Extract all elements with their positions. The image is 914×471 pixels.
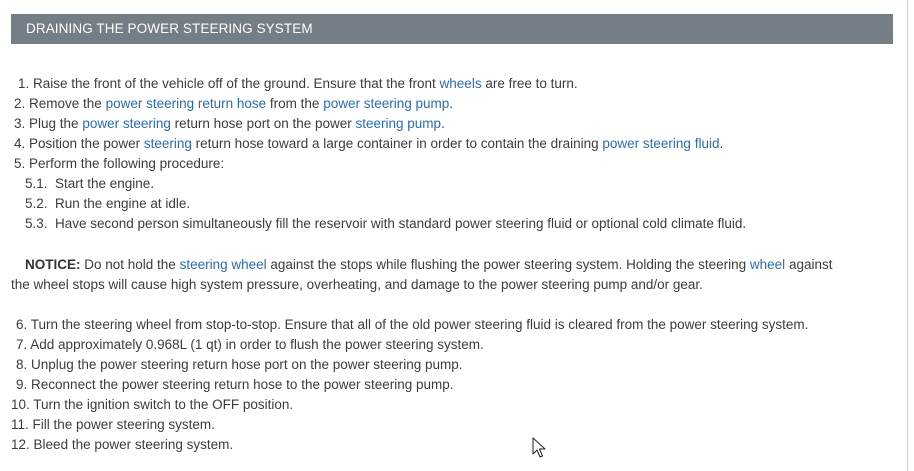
step-number: 5. xyxy=(14,156,26,171)
step-5 xyxy=(14,154,224,174)
link-wheel[interactable]: wheel xyxy=(749,257,786,272)
step-number: 2. xyxy=(14,96,26,111)
step-text: Turn the steering wheel from stop-to-stop. Ensure that all of the old power steering fluid is cleared from the power steering system. xyxy=(30,317,809,332)
section-header xyxy=(11,14,893,44)
step-number: 10. xyxy=(11,397,30,412)
mouse-pointer-icon xyxy=(532,437,546,459)
step-2 xyxy=(14,94,453,114)
step-text: Position the power xyxy=(29,136,144,151)
step-number: 1. xyxy=(18,76,30,91)
link-wheels[interactable]: wheels xyxy=(439,76,482,91)
notice-text: against xyxy=(785,257,833,272)
step-8 xyxy=(16,355,463,375)
step-text: return hose toward a large container in order to contain the draining xyxy=(191,136,603,151)
step-1 xyxy=(18,74,578,94)
step-3 xyxy=(14,114,445,134)
step-number: 6. xyxy=(16,317,28,332)
substep-5-3 xyxy=(25,214,746,234)
substep-5-2 xyxy=(25,194,190,214)
step-text: Perform the following procedure: xyxy=(29,156,225,171)
link-steering-pump[interactable]: steering pump xyxy=(355,116,442,131)
step-number: 9. xyxy=(16,377,28,392)
step-text: Plug the xyxy=(29,116,83,131)
step-9 xyxy=(16,375,454,395)
notice-text: Do not hold the xyxy=(80,257,180,272)
step-text: are free to turn. xyxy=(481,76,578,91)
step-number: 4. xyxy=(14,136,26,151)
step-text: from the xyxy=(266,96,324,111)
step-number: 12. xyxy=(11,437,30,452)
link-power-steering-return-hose[interactable]: power steering return hose xyxy=(105,96,267,111)
step-number: 7. xyxy=(16,337,28,352)
substep-number: 5.2. xyxy=(25,196,48,211)
step-text: Add approximately 0.968L (1 qt) in order to flush the power steering system. xyxy=(30,337,484,352)
section-title: DRAINING THE POWER STEERING SYSTEM xyxy=(26,21,313,36)
step-6 xyxy=(16,315,808,335)
step-text: Turn the ignition switch to the OFF position. xyxy=(33,397,294,412)
link-power-steering[interactable]: power steering xyxy=(82,116,171,131)
step-12 xyxy=(11,435,233,455)
step-7 xyxy=(16,335,484,355)
step-text: Raise the front of the vehicle off of the ground. Ensure that the front xyxy=(33,76,440,91)
step-text: . xyxy=(441,116,445,131)
link-power-steering-pump[interactable]: power steering pump xyxy=(323,96,450,111)
step-text: . xyxy=(449,96,454,111)
step-4 xyxy=(14,134,723,154)
page-edge-divider xyxy=(907,0,908,471)
notice-line-1 xyxy=(25,255,832,275)
link-steering[interactable]: steering xyxy=(143,136,192,151)
step-11 xyxy=(11,415,215,435)
notice-text: the wheel stops will cause high system pressure, overheating, and damage to the power steering pump and/or gear. xyxy=(11,277,703,292)
link-steering-wheel[interactable]: steering wheel xyxy=(179,257,267,272)
substep-text: Start the engine. xyxy=(55,176,155,191)
step-text: return hose port on the power xyxy=(170,116,356,131)
substep-number: 5.3. xyxy=(25,216,48,231)
step-number: 3. xyxy=(14,116,26,131)
step-text: Bleed the power steering system. xyxy=(33,437,234,452)
substep-number: 5.1. xyxy=(25,176,48,191)
notice-text: against the stops while flushing the power steering system. Holding the steering xyxy=(266,257,750,272)
link-power-steering-fluid[interactable]: power steering fluid xyxy=(602,136,720,151)
notice-line-2 xyxy=(11,275,703,295)
notice-label: NOTICE: xyxy=(25,257,81,272)
step-number: 8. xyxy=(16,357,28,372)
substep-text: Run the engine at idle. xyxy=(55,196,191,211)
step-text: Unplug the power steering return hose port on the power steering pump. xyxy=(31,357,463,372)
step-text: Fill the power steering system. xyxy=(32,417,215,432)
step-number: 11. xyxy=(11,417,29,432)
step-10 xyxy=(11,395,293,415)
substep-5-1 xyxy=(25,174,154,194)
substep-text: Have second person simultaneously fill the reservoir with standard power steering fluid or optional cold climate fluid. xyxy=(55,216,747,231)
step-text: Reconnect the power steering return hose to the power steering pump. xyxy=(31,377,454,392)
step-text: Remove the xyxy=(29,96,106,111)
step-text: . xyxy=(719,136,724,151)
